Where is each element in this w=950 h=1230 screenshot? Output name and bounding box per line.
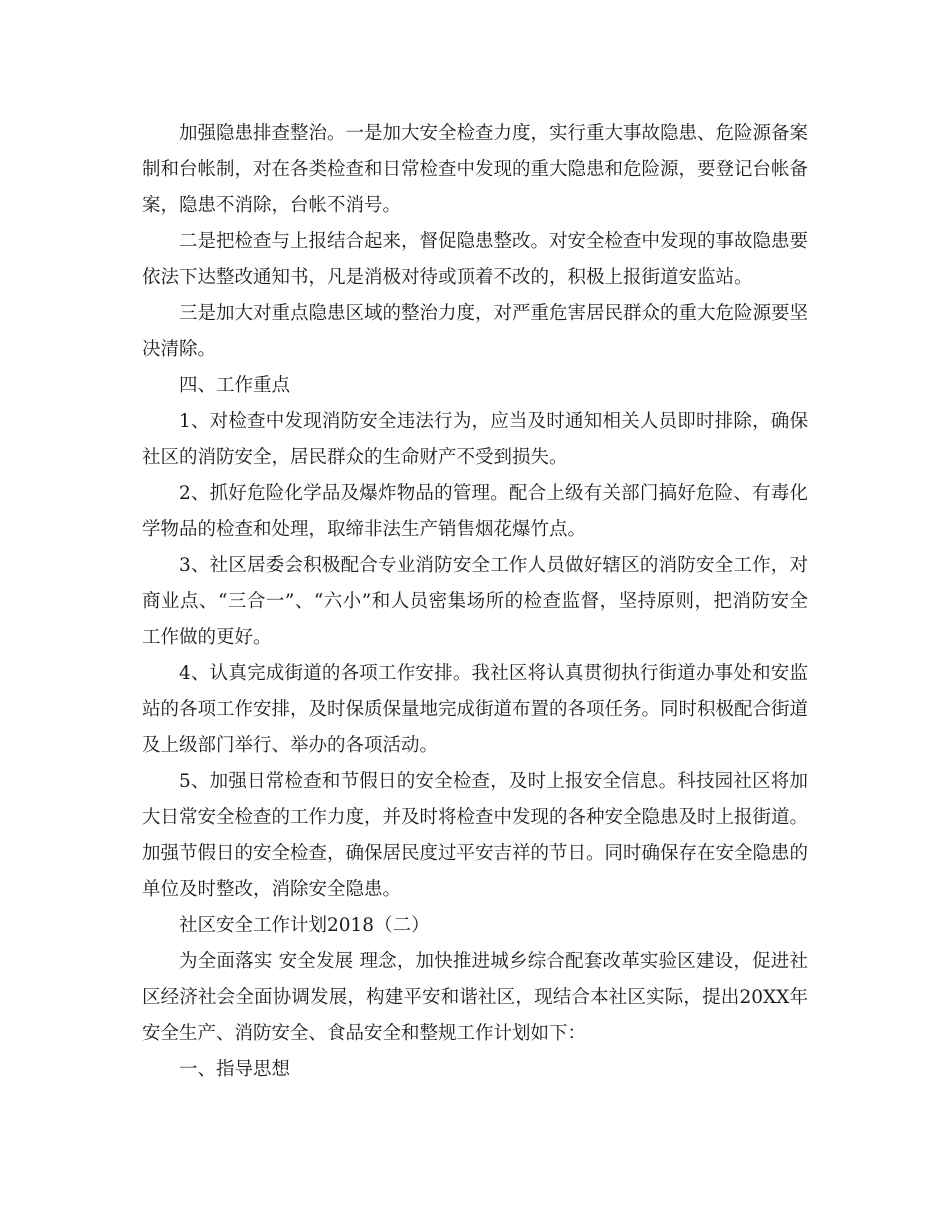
list-item-fire-violations: 1、对检查中发现消防安全违法行为，应当及时通知相关人员即时排除，确保社区的消防安全，居民群众的生命财产不受到损失。: [142, 411, 808, 468]
list-item-fire-safety-cooperation: 3、社区居委会积极配合专业消防安全工作人员做好辖区的消防安全工作，对商业点、“三合一”、“六小”和人员密集场所的检查监督，坚持原则，把消防安全工作做的更好。: [142, 555, 808, 648]
list-item-holiday-inspection: 5、加强日常检查和节假日的安全检查，及时上报安全信息。科技园社区将加大日常安全检查的工作力度，并及时将检查中发现的各种安全隐患及时上报街道。加强节假日的安全检查，确保居民度过平安吉祥的节日。同时确保存在安全隐患的单位及时整改，消除安全隐患。: [142, 771, 809, 900]
document-body: [142, 116, 808, 1088]
paragraph-plan-intro: 为全面落实 安全发展 理念，加快推进城乡综合配套改革实验区建设，促进社区经济社会全面协调发展，构建平安和谐社区，现结合本社区实际，提出20XX年安全生产、消防安全、食品安全和整规工作计划如下：: [142, 951, 808, 1044]
paragraph-inspection-reporting: 二是把检查与上报结合起来，督促隐患整改。对安全检查中发现的事故隐患要依法下达整改通知书，凡是消极对待或顶着不改的，积极上报街道安监站。: [142, 231, 809, 288]
list-item-hazardous-chemicals: 2、抓好危险化学品及爆炸物品的管理。配合上级有关部门搞好危险、有毒化学物品的检查和处理，取缔非法生产销售烟花爆竹点。: [142, 483, 808, 540]
paragraph-key-area-rectification: 三是加大对重点隐患区域的整治力度，对严重危害居民群众的重大危险源要坚决清除。: [142, 303, 809, 360]
section-heading-work-focus: 四、工作重点: [179, 375, 291, 396]
document-subtitle: 社区安全工作计划2018（二）: [179, 915, 430, 936]
list-item-street-tasks: 4、认真完成街道的各项工作安排。我社区将认真贯彻执行街道办事处和安监站的各项工作安排，及时保质保量地完成街道布置的各项任务。同时积极配合街道及上级部门举行、举办的各项活动。: [142, 663, 809, 756]
paragraph-hazard-rectification: 加强隐患排查整治。一是加大安全检查力度，实行重大事故隐患、危险源备案制和台帐制，对在各类检查和日常检查中发现的重大隐患和危险源，要登记台帐备案，隐患不消除，台帐不消号。: [142, 123, 809, 216]
section-heading-guiding-ideology: 一、指导思想: [179, 1059, 291, 1080]
